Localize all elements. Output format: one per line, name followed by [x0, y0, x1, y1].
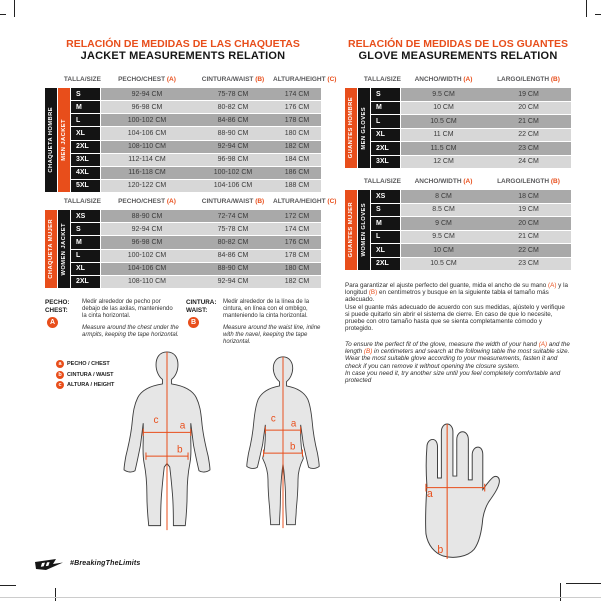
- waist-note-es: Medir alrededor de la línea de la cintura, en línea con el ombligo, manteniendo la cinta horizontal.: [223, 299, 310, 320]
- col-header-length: LARGO/LENGTH (B): [497, 178, 560, 185]
- male-height-label: c: [153, 415, 159, 427]
- table-row: [71, 263, 321, 276]
- col-header-chest: PECHO/CHEST (A): [118, 198, 176, 205]
- width-value: 8.5 CM: [432, 206, 455, 214]
- waist-label-en: WAIST:: [186, 306, 208, 314]
- length-value: 20 CM: [518, 219, 539, 227]
- size-label: XL: [71, 263, 101, 275]
- crop-mark: [14, 0, 15, 17]
- length-value: 24 CM: [518, 158, 539, 166]
- male-waist-label: b: [177, 444, 183, 456]
- crop-mark: [566, 583, 601, 584]
- waist-value: 84-86 CM: [217, 116, 249, 124]
- size-label: 2XL: [71, 141, 101, 153]
- table-row: [371, 258, 571, 271]
- waist-value: 100-102 CM: [213, 169, 253, 177]
- chest-value: 92-94 CM: [131, 225, 163, 233]
- length-value: 22 CM: [518, 131, 539, 139]
- width-value: 11.5 CM: [430, 144, 457, 152]
- key-b-dot: b: [56, 371, 64, 379]
- waist-note-en: Measure around the waist line, inline with the navel, keeping the tape horizontal.: [223, 325, 321, 346]
- jackets-title-en: JACKET MEASUREMENTS RELATION: [80, 50, 286, 62]
- table-row: [71, 88, 321, 101]
- hand-length-label: b: [437, 544, 444, 557]
- hand-width-label: a: [426, 488, 433, 501]
- col-header-size: TALLA/SIZE: [63, 198, 101, 205]
- size-label: S: [371, 88, 401, 101]
- size-label: L: [371, 115, 401, 128]
- legend-item-waist: b CINTURA / WAIST: [56, 371, 114, 379]
- speed-flag-logo: [34, 559, 64, 571]
- col-header-chest: PECHO/CHEST (A): [118, 76, 176, 83]
- width-value: 10.5 CM: [430, 260, 457, 268]
- chest-value: 112-114 CM: [128, 156, 166, 164]
- table-row: [371, 102, 571, 116]
- height-value: 178 CM: [284, 116, 310, 124]
- height-value: 180 CM: [284, 265, 310, 273]
- width-value: 12 CM: [433, 158, 454, 166]
- key-b-ref: (B): [363, 348, 373, 356]
- table-row: [71, 114, 321, 127]
- female-body-diagram: [230, 354, 336, 531]
- width-value: 10 CM: [433, 246, 454, 254]
- col-header-height: ALTURA/HEIGHT (C): [273, 76, 337, 83]
- size-label: 2XL: [71, 276, 101, 288]
- men-jacket-label-en: MEN JACKET: [58, 88, 71, 192]
- waist-label-es: CINTURA:: [186, 299, 217, 306]
- key-a-ref: (A): [538, 341, 548, 348]
- table-row: [371, 204, 571, 218]
- size-label: XS: [371, 190, 401, 203]
- waist-measure-note: [186, 299, 321, 346]
- chest-value: 108-110 CM: [127, 143, 166, 151]
- table-row: [371, 129, 571, 143]
- size-label: 5XL: [71, 180, 101, 192]
- table-row: [371, 156, 571, 169]
- table-row: [71, 180, 321, 192]
- size-label: XL: [371, 244, 401, 257]
- chest-note-en: Measure around the chest under the armpits, keeping the tape horizontal.: [82, 325, 179, 339]
- gloves-title-en: GLOVE MEASUREMENTS RELATION: [358, 50, 558, 62]
- table-row: [71, 154, 321, 167]
- col-header-size: TALLA/SIZE: [363, 178, 401, 185]
- col-header-width: ANCHO/WIDTH (A): [414, 178, 473, 185]
- men-gloves-label-en: MEN GLOVES: [358, 88, 371, 168]
- height-value: 174 CM: [284, 225, 310, 233]
- men-jacket-table-header: [45, 76, 337, 83]
- gloves-title-es: RELACIÓN DE MEDIDAS DE LOS GUANTES: [348, 38, 568, 50]
- women-gloves-label-es: GUANTES MUJER: [345, 190, 358, 270]
- crop-mark: [560, 583, 561, 601]
- men-jacket-table: [45, 88, 321, 192]
- waist-value: 104-106 CM: [213, 182, 253, 190]
- table-row: [71, 127, 321, 140]
- table-row: [371, 142, 571, 156]
- width-value: 9 CM: [435, 219, 452, 227]
- women-jacket-table-header: [45, 198, 337, 205]
- hashtag-breaking-the-limits: #BreakingTheLimits: [70, 560, 141, 567]
- size-label: L: [371, 231, 401, 244]
- size-label: 3XL: [371, 156, 401, 169]
- table-row: [371, 217, 571, 231]
- glove-fitting-text-es: Para garantizar el ajuste perfecto del guante, mida el ancho de su mano (A) y la longitud (B) en centímetros y busque en la siguiente tabla el tamaño más adecuado. Use el guante más adecuado de acuerdo con sus medidas, ajústelo y verifique si puede quitarlo sin abrir el sistema de cierre. En caso de que lo necesite, pruebe con otro tamaño hasta que se sienta completamente cómodo y protegido.: [345, 282, 568, 333]
- waist-value: 88-90 CM: [217, 265, 249, 273]
- crop-mark: [586, 0, 587, 17]
- height-value: 174 CM: [284, 90, 310, 98]
- crop-mark: [55, 588, 56, 601]
- chest-value: 116-118 CM: [128, 169, 166, 177]
- crop-mark: [0, 585, 16, 586]
- female-height-label: c: [270, 413, 276, 425]
- key-a-dot: a: [56, 360, 64, 368]
- col-header-height: ALTURA/HEIGHT (C): [273, 198, 337, 205]
- chest-value: 100-102 CM: [127, 252, 167, 260]
- length-value: 18 CM: [518, 192, 539, 200]
- waist-value: 75-78 CM: [217, 225, 249, 233]
- chest-value: 120-122 CM: [127, 182, 167, 190]
- male-chest-label: a: [179, 420, 186, 432]
- size-label: XS: [71, 210, 101, 222]
- table-row: [371, 231, 571, 245]
- size-label: S: [71, 88, 101, 100]
- chest-label-en: CHEST:: [45, 306, 68, 314]
- width-value: 10.5 CM: [430, 117, 457, 125]
- women-jacket-label-en: WOMEN JACKET: [58, 210, 71, 288]
- women-jacket-label-es: CHAQUETA MUJER: [45, 210, 58, 288]
- size-label: L: [71, 250, 101, 262]
- size-label: M: [71, 236, 101, 248]
- size-label: XL: [71, 127, 101, 139]
- col-header-waist: CINTURA/WAIST (B): [201, 198, 265, 205]
- men-gloves-label-es: GUANTES HOMBRE: [345, 88, 358, 168]
- size-label: M: [371, 102, 401, 115]
- chest-value: 104-106 CM: [127, 265, 167, 273]
- height-value: 182 CM: [284, 278, 310, 286]
- legend-item-height: c ALTURA / HEIGHT: [56, 381, 114, 389]
- size-label: S: [371, 204, 401, 217]
- size-label: 3XL: [71, 154, 101, 166]
- table-row: [71, 167, 321, 180]
- height-value: 176 CM: [284, 238, 310, 246]
- chest-label-es: PECHO:: [45, 299, 70, 306]
- size-label: 2XL: [371, 142, 401, 155]
- table-row: [71, 223, 321, 236]
- length-value: 22 CM: [518, 246, 539, 254]
- table-row: [71, 276, 321, 288]
- width-value: 10 CM: [433, 104, 454, 112]
- chest-value: 92-94 CM: [131, 90, 163, 98]
- height-value: 182 CM: [284, 143, 310, 151]
- chest-value: 108-110 CM: [127, 278, 166, 286]
- women-gloves-table-header: [345, 178, 571, 185]
- table-row: [71, 101, 321, 114]
- table-row: [371, 244, 571, 258]
- length-value: 21 CM: [518, 233, 539, 241]
- length-value: 21 CM: [518, 117, 539, 125]
- width-value: 11 CM: [433, 131, 454, 139]
- col-header-waist: CINTURA/WAIST (B): [201, 76, 265, 83]
- crop-mark: [595, 14, 601, 15]
- height-value: 186 CM: [284, 169, 310, 177]
- women-gloves-label-en: WOMEN GLOVES: [358, 190, 371, 270]
- waist-value: 88-90 CM: [217, 129, 249, 137]
- chest-measure-note: [45, 299, 179, 339]
- female-chest-label: a: [290, 418, 297, 430]
- size-label: M: [71, 101, 101, 113]
- page-edge-line: [0, 597, 601, 598]
- table-row: [371, 190, 571, 204]
- height-value: 172 CM: [284, 212, 310, 220]
- chest-value: 88-90 CM: [131, 212, 163, 220]
- chest-value: 96-98 CM: [131, 238, 163, 246]
- men-gloves-table-header: [345, 76, 571, 83]
- waist-value: 84-86 CM: [217, 252, 249, 260]
- table-row: [71, 210, 321, 223]
- table-row: [71, 250, 321, 263]
- table-row: [71, 141, 321, 154]
- chest-value: 104-106 CM: [127, 129, 167, 137]
- height-value: 184 CM: [284, 156, 310, 164]
- key-a-badge: A: [47, 317, 58, 328]
- length-value: 19 CM: [518, 90, 539, 98]
- length-value: 19 CM: [518, 206, 539, 214]
- waist-value: 92-94 CM: [217, 143, 249, 151]
- waist-value: 96-98 CM: [217, 156, 249, 164]
- key-a-ref: (A): [548, 282, 557, 289]
- glove-fitting-text-en: To ensure the perfect fit of the glove, measure the width of your hand (A) and the length (B) in centimeters and search at the following table the most suitable size. Wear the most suitable glove according to your measurements, fasten it and check if you can remove it without opening the closure system. In case you need it, try another size until you feel completely comfortable and protected: [345, 341, 570, 384]
- table-row: [71, 236, 321, 249]
- men-gloves-table: [345, 88, 571, 168]
- table-row: [371, 88, 571, 102]
- waist-value: 80-82 CM: [217, 103, 249, 111]
- men-jacket-label-es: CHAQUETA HOMBRE: [45, 88, 58, 192]
- width-value: 9.5 CM: [432, 90, 455, 98]
- size-label: S: [71, 223, 101, 235]
- height-value: 188 CM: [284, 182, 310, 190]
- height-value: 178 CM: [284, 252, 310, 260]
- height-value: 180 CM: [284, 129, 310, 137]
- waist-value: 72-74 CM: [217, 212, 249, 220]
- width-value: 9.5 CM: [432, 233, 455, 241]
- hand-diagram: [398, 418, 504, 563]
- size-label: 4XL: [71, 167, 101, 179]
- size-label: M: [371, 217, 401, 230]
- women-gloves-table: [345, 190, 571, 270]
- waist-value: 80-82 CM: [217, 238, 249, 246]
- hand-silhouette: [426, 424, 500, 557]
- height-value: 176 CM: [284, 103, 310, 111]
- chest-note-es: Medir alrededor de pecho por debajo de las axilas, manteniendo la cinta horizontal.: [82, 299, 173, 320]
- col-header-size: TALLA/SIZE: [363, 76, 401, 83]
- key-b-badge: B: [188, 317, 199, 328]
- key-b-ref: (B): [368, 289, 378, 297]
- size-label: 2XL: [371, 258, 401, 271]
- length-value: 20 CM: [518, 104, 539, 112]
- col-header-length: LARGO/LENGTH (B): [497, 76, 560, 83]
- female-waist-label: b: [290, 441, 296, 453]
- waist-value: 75-78 CM: [217, 90, 249, 98]
- jackets-title-es: RELACIÓN DE MEDIDAS DE LAS CHAQUETAS: [66, 38, 300, 50]
- length-value: 23 CM: [518, 260, 539, 268]
- col-header-size: TALLA/SIZE: [63, 76, 101, 83]
- length-value: 23 CM: [518, 144, 539, 152]
- crop-mark: [0, 14, 6, 15]
- table-row: [371, 115, 571, 129]
- women-jacket-table: [45, 210, 321, 288]
- chest-value: 100-102 CM: [127, 116, 167, 124]
- chest-value: 96-98 CM: [131, 103, 163, 111]
- male-body-diagram: [103, 350, 231, 533]
- col-header-width: ANCHO/WIDTH (A): [414, 76, 473, 83]
- key-c-dot: c: [56, 381, 64, 389]
- width-value: 8 CM: [435, 192, 452, 200]
- legend-item-chest: a PECHO / CHEST: [56, 360, 114, 368]
- size-label: XL: [371, 129, 401, 142]
- waist-value: 92-94 CM: [217, 278, 249, 286]
- size-label: L: [71, 114, 101, 126]
